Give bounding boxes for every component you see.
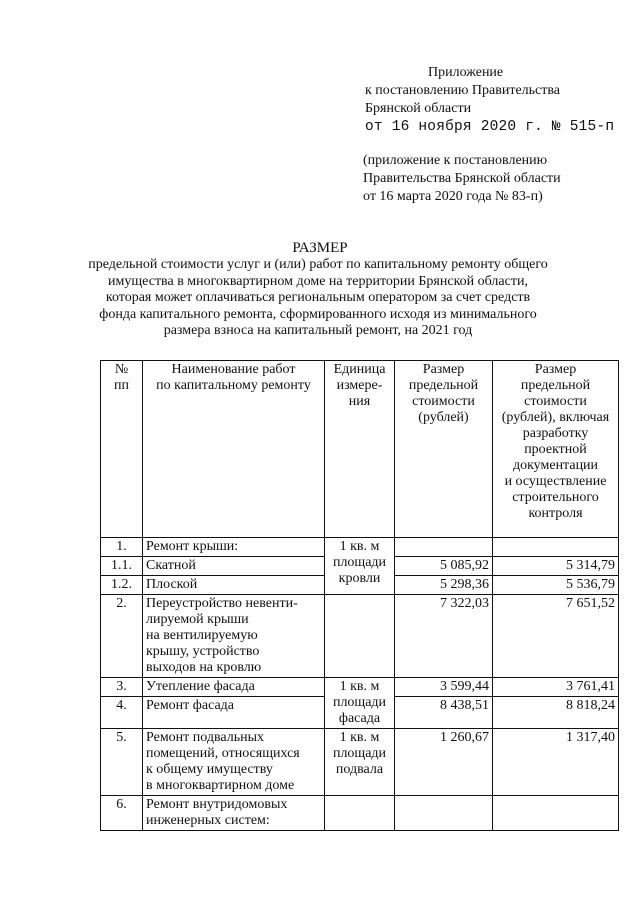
row-name: Переустройство невенти- лируемой крыши на вентилируемую крышу, устройство выходов на кровлю (143, 595, 325, 678)
header-cost-incl: Размер предельной стоимости (рублей), включая разработку проектной документации и осуществление строительного контроля (493, 361, 619, 538)
header-num: № пп (101, 361, 143, 538)
document-subtitle (88, 257, 548, 340)
appendix-decree: к постановлению Правительства (365, 83, 561, 98)
row-unit-facade: 1 кв. м площади фасада (325, 678, 395, 729)
row-name: Ремонт фасада (143, 697, 325, 729)
row-num: 6. (101, 796, 143, 831)
appendix-block (365, 64, 614, 136)
row-unit-empty (325, 796, 395, 831)
row-name: Скатной (143, 557, 325, 576)
row-num: 1.1. (101, 557, 143, 576)
row-num: 1. (101, 538, 143, 557)
row-cost: 8 438,51 (395, 697, 493, 729)
row-cost-incl (493, 796, 619, 831)
subtitle-line-5: размера взноса на капитальный ремонт, на 2021 год (163, 323, 473, 338)
row-cost: 7 322,03 (395, 595, 493, 678)
header-name: Наименование работ по капитальному ремонту (143, 361, 325, 538)
row-num: 4. (101, 697, 143, 729)
row-cost: 3 599,44 (395, 678, 493, 697)
row-name: Плоской (143, 576, 325, 595)
cost-table (100, 360, 619, 831)
previous-line-3: от 16 марта 2020 года № 83-п) (363, 189, 543, 204)
row-num: 3. (101, 678, 143, 697)
previous-decree-block (363, 152, 561, 206)
table-row (101, 595, 619, 678)
header-cost: Размер предельной стоимости (рублей) (395, 361, 493, 538)
subtitle-line-1: предельной стоимости услуг и (или) работ по капитальному ремонту общего (88, 257, 548, 272)
appendix-date-number: от 16 ноября 2020 г. № 515-п (365, 119, 615, 135)
row-cost-incl: 3 761,41 (493, 678, 619, 697)
row-name: Ремонт крыши: (143, 538, 325, 557)
row-cost (395, 538, 493, 557)
table-row (101, 538, 619, 557)
row-cost-incl (493, 538, 619, 557)
row-unit-roof: 1 кв. м площади кровли (325, 538, 395, 595)
header-unit: Единица измере- ния (325, 361, 395, 538)
appendix-title: Приложение (428, 65, 504, 80)
row-name: Ремонт подвальных помещений, относящихся к общему имуществу в многоквартирном доме (143, 729, 325, 796)
table-header-row (101, 361, 619, 538)
row-cost-incl: 7 651,52 (493, 595, 619, 678)
previous-line-1: (приложение к постановлению (363, 153, 548, 168)
row-num: 5. (101, 729, 143, 796)
row-cost: 5 298,36 (395, 576, 493, 595)
row-num: 1.2. (101, 576, 143, 595)
table-row (101, 678, 619, 697)
subtitle-line-3: которая может оплачиваться региональным оператором за счет средств (105, 290, 531, 305)
row-unit-empty (325, 595, 395, 678)
row-cost-incl: 8 818,24 (493, 697, 619, 729)
row-cost: 5 085,92 (395, 557, 493, 576)
table-row (101, 796, 619, 831)
row-cost-incl: 1 317,40 (493, 729, 619, 796)
row-num: 2. (101, 595, 143, 678)
row-cost-incl: 5 536,79 (493, 576, 619, 595)
previous-line-2: Правительства Брянской области (363, 171, 561, 186)
table-row (101, 729, 619, 796)
row-cost: 1 260,67 (395, 729, 493, 796)
document-title: РАЗМЕР (292, 240, 348, 256)
row-cost-incl: 5 314,79 (493, 557, 619, 576)
subtitle-line-4: фонда капитального ремонта, сформированного исходя из минимального (99, 306, 537, 322)
row-name: Утепление фасада (143, 678, 325, 697)
row-cost (395, 796, 493, 831)
row-name: Ремонт внутридомовых инженерных систем: (143, 796, 325, 831)
appendix-region: Брянской области (365, 101, 472, 116)
subtitle-line-2: имущества в многоквартирном доме на территории Брянской области, (108, 273, 528, 289)
row-unit-basement: 1 кв. м площади подвала (325, 729, 395, 796)
